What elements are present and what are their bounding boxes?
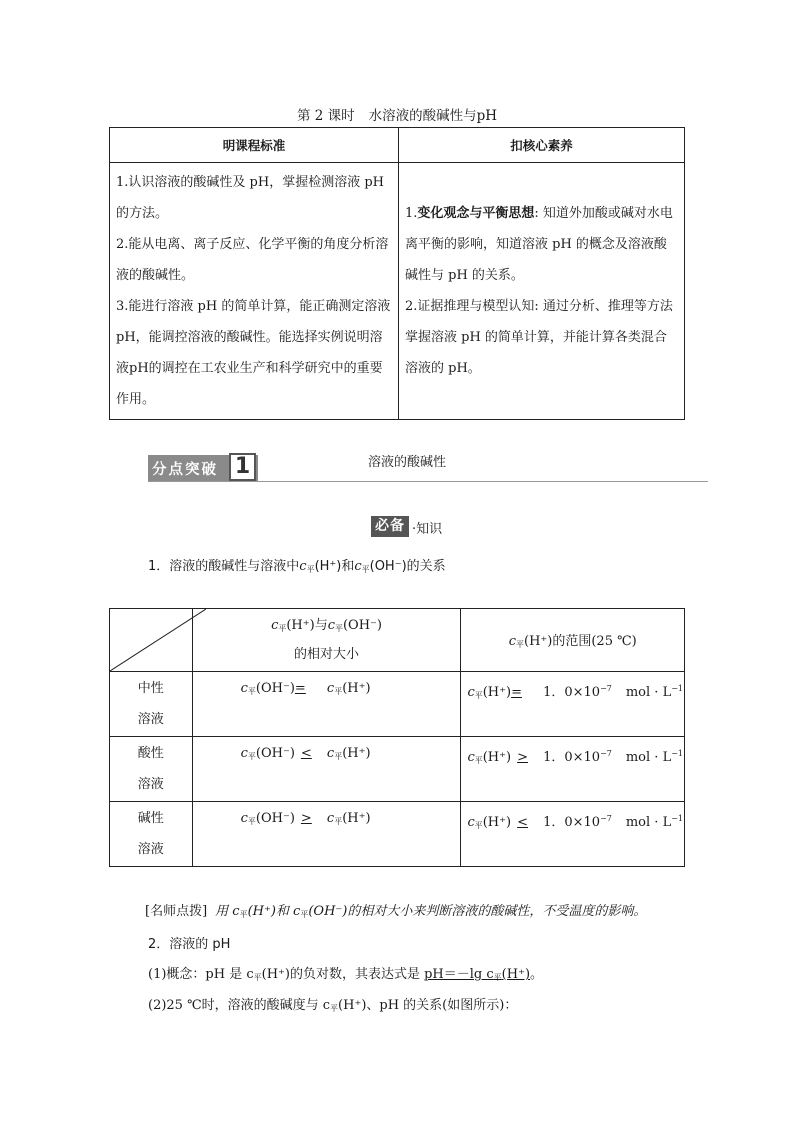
table-row xyxy=(110,737,685,802)
standard-item: 3.能进行溶液 pH 的简单计算，能正确测定溶液pH，能调控溶液的酸碱性。能选择实例说明溶液pH的调控在工农业生产和科学研究中的重要作用。 xyxy=(116,299,391,407)
standard-item: 2.能从电离、离子反应、化学平衡的角度分析溶液的酸碱性。 xyxy=(116,237,389,283)
knowledge-badge: 必备 xyxy=(371,516,409,537)
range-acidic: $c_平(H^+) > 1$．$0\times 10^{-7}$ mol · $L^{-1}$ xyxy=(461,737,685,802)
relation-basic: $c_平(OH^-) > c_平(H^+)$ xyxy=(192,802,461,867)
acidity-comparison-table xyxy=(109,608,685,867)
diagonal-line xyxy=(110,609,206,671)
diagonal-header-cell xyxy=(110,609,193,672)
core-literacy-cell xyxy=(399,163,685,420)
header-core-literacy: 扣核心素养 xyxy=(399,128,685,163)
tip-tag: [名师点拨] xyxy=(145,904,208,919)
table-row xyxy=(110,672,685,737)
row-label-basic: 碱性 溶液 xyxy=(110,802,193,867)
literacy-keyword: 证据推理与模型认知 xyxy=(417,299,535,314)
knowledge-badge-suffix: ·知识 xyxy=(412,522,443,537)
subheading-1: 1．溶液的酸碱性与溶液中$c_平(H^+)$和$c_平(OH^-)$的关系 xyxy=(148,559,446,574)
range-neutral: $c_平(H^+)= 1$．$0\times 10^{-7}$ mol · $L^{-1}$ xyxy=(461,672,685,737)
range-basic: $c_平(H^+) < 1$．$0\times 10^{-7}$ mol · $L^{-1}$ xyxy=(461,802,685,867)
section-divider xyxy=(148,481,708,482)
literacy-keyword: 变化观念与平衡思想 xyxy=(417,206,535,221)
range-header: $c_平(H^+)$的范围(25 ℃) xyxy=(461,609,685,672)
lesson-title xyxy=(0,104,794,124)
row-label-neutral: 中性 溶液 xyxy=(110,672,193,737)
literacy-item: 2.证据推理与模型认知: 通过分析、推理等方法掌握溶液 pH 的简单计算，并能计算各类混合溶液的 pH。 xyxy=(405,299,673,376)
header-curriculum-standards: 明课程标准 xyxy=(110,128,399,163)
standard-item: 1.认识溶液的酸碱性及 pH，掌握检测溶液 pH 的方法。 xyxy=(116,175,384,221)
relative-size-header: $c_平(H^+)$与$c_平(OH^-)$ 的相对大小 xyxy=(192,609,461,672)
lesson-topic: 水溶液的酸碱性与pH xyxy=(368,108,498,124)
ph-formula: pH＝－lg $c_平(H^+)$ xyxy=(424,967,531,982)
section-title: 溶液的酸碱性 xyxy=(368,455,447,470)
ph-concept: (1)概念：pH 是 $c_平(H^+)$的负对数，其表达式是 pH＝－lg $c_平(H^+)$。 xyxy=(148,967,544,982)
ph-relation: (2)25 ℃时，溶液的酸碱度与 $c_平(H^+)$、pH 的关系(如图所示)： xyxy=(148,998,518,1013)
lesson-number: 第 2 课时 xyxy=(296,108,355,124)
relation-neutral: $c_平(OH^-)= c_平(H^+)$ xyxy=(192,672,461,737)
curriculum-goals-table xyxy=(109,127,685,420)
literacy-item: 1.变化观念与平衡思想: 知道外加酸或碱对水电离平衡的影响，知道溶液 pH 的概念及溶液酸碱性与 pH 的关系。 xyxy=(405,206,673,283)
subheading-2: 2．溶液的 pH xyxy=(148,937,231,952)
teacher-tip: [名师点拨] 用 $c_平(H^+)$和 $c_平(OH^-)$的相对大小来判断溶液的酸碱性，不受温度的影响。 xyxy=(145,904,647,919)
row-label-acidic: 酸性 溶液 xyxy=(110,737,193,802)
curriculum-standards-cell xyxy=(110,163,399,420)
section-banner-label: 分点突破 xyxy=(152,462,218,478)
table-row xyxy=(110,802,685,867)
relation-acidic: $c_平(OH^-) < c_平(H^+)$ xyxy=(192,737,461,802)
section-banner-number: 1 xyxy=(229,453,256,481)
